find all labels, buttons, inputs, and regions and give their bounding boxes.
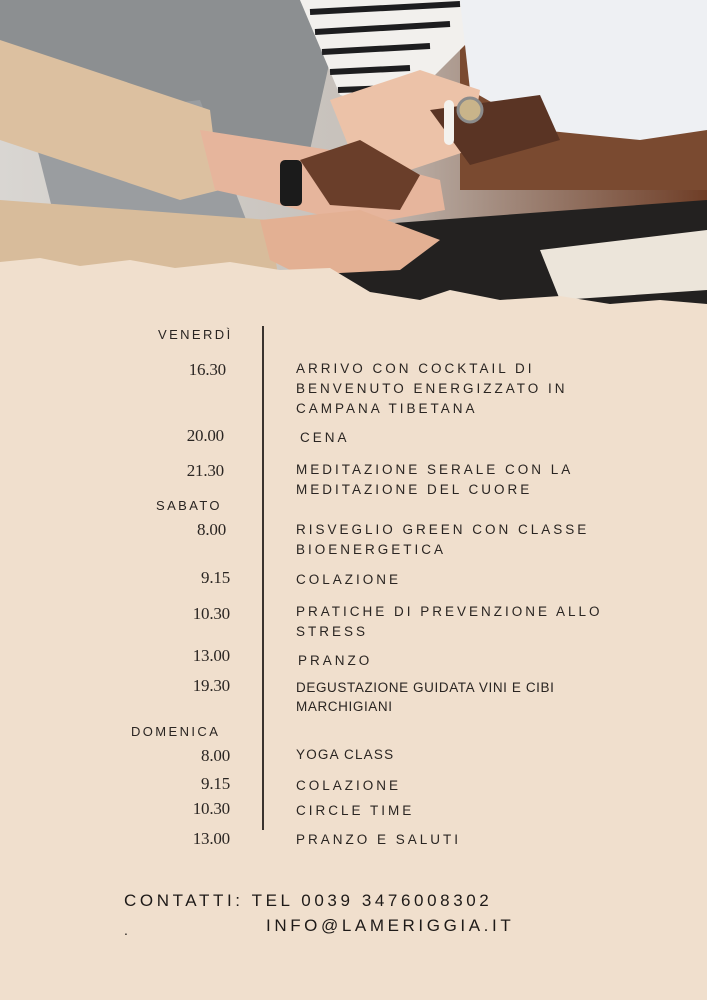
activity-sunday-1: YOGA CLASS [296,747,395,762]
activity-saturday-5: DEGUSTAZIONE GUIDATA VINI E CIBI MARCHIGIANI [296,680,555,714]
schedule-divider-line [262,326,264,830]
activity-saturday-3: PRATICHE DI PREVENZIONE ALLO STRESS [296,604,603,639]
contact-dot: . [124,922,128,938]
time-saturday-1: 8.00 [197,520,226,539]
activity-sunday-2: COLAZIONE [296,778,402,793]
day-label-saturday: SABATO [156,498,222,513]
activity-sunday-3: CIRCLE TIME [296,803,415,818]
time-saturday-5: 19.30 [192,676,230,695]
activity-saturday-4: PRANZO [298,653,373,668]
activity-friday-2: CENA [300,430,350,445]
time-friday-1: 16.30 [188,360,226,379]
time-sunday-3: 10.30 [192,799,230,818]
activity-friday-3: MEDITAZIONE SERALE CON LA MEDITAZIONE DEL CUORE [296,462,573,497]
time-saturday-4: 13.00 [192,646,230,665]
time-friday-3: 21.30 [186,461,224,480]
activity-saturday-2: COLAZIONE [296,572,402,587]
day-label-friday: VENERDÌ [158,327,233,342]
header-photo-stacked-hands [0,0,707,320]
time-saturday-3: 10.30 [192,604,230,623]
contact-phone-line: CONTATTI: TEL 0039 3476008302 [124,891,493,910]
time-sunday-2: 9.15 [201,774,230,793]
time-saturday-2: 9.15 [201,568,230,587]
activity-saturday-1: RISVEGLIO GREEN CON CLASSE BIOENERGETICA [296,522,590,557]
time-sunday-4: 13.00 [192,829,230,848]
day-label-sunday: DOMENICA [131,724,221,739]
activity-sunday-4: PRANZO E SALUTI [296,832,462,847]
time-friday-2: 20.00 [186,426,224,445]
contact-email[interactable]: INFO@LAMERIGGIA.IT [266,916,515,935]
time-sunday-1: 8.00 [201,746,230,765]
activity-friday-1: ARRIVO CON COCKTAIL DI BENVENUTO ENERGIZZATO IN CAMPANA TIBETANA [296,361,568,416]
